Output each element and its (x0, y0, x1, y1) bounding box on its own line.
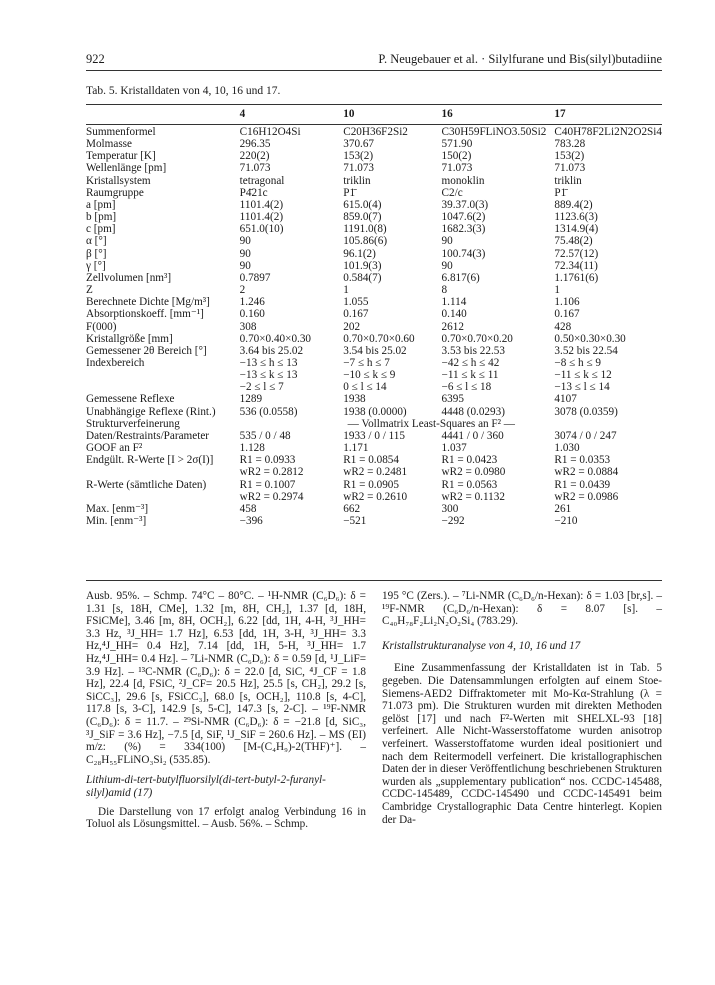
running-title: P. Neugebauer et al. · Silylfurane und Bis(silyl)butadiine (378, 52, 662, 66)
page-number: 922 (86, 52, 105, 66)
row-label: Gemessene Reflexe (86, 393, 175, 406)
table-row (86, 479, 662, 491)
row-label: R-Werte (sämtliche Daten) (86, 478, 207, 491)
table-row (86, 503, 662, 515)
table-row (86, 466, 662, 478)
compound-header: 10 (343, 108, 355, 120)
left-text-column (86, 590, 366, 831)
table-cell: 3.52 bis 22.54 (554, 344, 618, 357)
table-cell: 1.055 (343, 296, 369, 309)
table-row (86, 162, 662, 174)
table-cell: 4107 (554, 393, 577, 406)
table-row (86, 369, 662, 381)
table-cell: R1 = 0.0563 (441, 478, 498, 491)
header-rule (86, 70, 662, 71)
table-cell: monoklin (441, 174, 485, 187)
table-cell: wR2 = 0.2610 (343, 490, 408, 503)
table-cell: 1123.6(3) (554, 211, 598, 224)
row-label: Indexbereich (86, 356, 145, 369)
table-cell: tetragonal (239, 174, 285, 187)
table-cell: 1 (343, 284, 349, 297)
table-cell: −210 (554, 515, 578, 527)
table-cell: −13 ≤ h ≤ 13 (239, 356, 298, 369)
row-label: Summenformel (86, 126, 156, 138)
row-label: b [pm] (86, 211, 117, 224)
row-label: F(000) (86, 320, 117, 333)
table-cell: 90 (239, 259, 251, 272)
table-top-rule (86, 104, 662, 105)
table-cell: 3.54 bis 25.02 (343, 344, 407, 357)
table-cell: R1 = 0.0905 (343, 478, 399, 491)
table-cell: 71.073 (239, 162, 271, 175)
row-label: Daten/Restraints/Parameter (86, 429, 210, 442)
table-cell: 6.817(6) (441, 271, 480, 284)
table-cell: 859.0(7) (343, 211, 382, 224)
table-row (86, 406, 662, 418)
table-cell: 105.86(6) (343, 235, 388, 248)
table-cell: R1 = 0.1007 (239, 478, 296, 491)
table-cell: 536 (0.0558) (239, 405, 298, 418)
table-cell: 153(2) (554, 150, 585, 163)
table-cell: wR2 = 0.0884 (554, 466, 619, 479)
table-cell: wR2 = 0.0980 (441, 466, 506, 479)
row-label (86, 381, 240, 393)
table-cell: 71.073 (441, 162, 473, 175)
table-cell: 662 (343, 502, 361, 515)
row-label: Kristallsystem (86, 174, 151, 187)
table-row (86, 393, 662, 405)
table-cell: 370.67 (343, 138, 375, 151)
row-label: Gemessener 2θ Bereich [°] (86, 344, 207, 357)
row-label: Molmasse (86, 138, 132, 151)
table-cell: 100.74(3) (441, 247, 486, 260)
table-cell: 150(2) (441, 150, 472, 163)
compound-17-title: Lithium-di-tert-butylfluorsilyl(di-tert-butyl-2-furanyl-silyl)amid (17) (86, 774, 326, 799)
table-cell: −7 ≤ h ≤ 7 (343, 356, 390, 369)
row-label (86, 466, 240, 478)
table-row (86, 357, 662, 369)
table-cell: 428 (554, 320, 572, 333)
table-cell: −396 (239, 515, 263, 527)
row-label: Strukturverfeinerung (86, 417, 180, 430)
table-row (86, 126, 662, 138)
row-label: γ [°] (86, 259, 106, 272)
table-row (86, 235, 662, 247)
table-row (86, 150, 662, 162)
section-title: Kristallstrukturanalyse von 4, 10, 16 und 17 (382, 639, 581, 652)
row-label (86, 369, 240, 381)
table-cell: 1.106 (554, 296, 580, 309)
table-cell: 1191.0(8) (343, 223, 387, 236)
table-cell: 220(2) (239, 150, 270, 163)
table-cell: 0 ≤ l ≤ 14 (343, 381, 387, 394)
table-row (86, 442, 662, 454)
continued-paragraph: 195 °C (Zers.). – ⁷Li-NMR (C₆D₆/n-Hexan): δ = 1.03 [br,s]. – ¹⁹F-NMR (C₆D₆/n-Hexan): δ = 8.07 [s]. – C₄₀H₇₈F₂Li₂N₂O₂Si₄ (783.29). (382, 590, 662, 628)
table-cell: 0.70×0.70×0.20 (441, 332, 513, 345)
table-cell: −292 (441, 515, 465, 527)
right-text-column (382, 590, 662, 826)
table-cell: 535 / 0 / 48 (239, 429, 291, 442)
table-row (86, 491, 662, 503)
table-row (86, 418, 662, 430)
table-cell: −11 ≤ k ≤ 11 (441, 369, 499, 382)
table-row (86, 345, 662, 357)
table-cell: 1101.4(2) (239, 211, 284, 224)
table-cell: 615.0(4) (343, 198, 382, 211)
table-row (86, 260, 662, 272)
table-cell: 0.70×0.70×0.60 (343, 332, 415, 345)
table-cell: 1047.6(2) (441, 211, 486, 224)
table-cell: wR2 = 0.2481 (343, 466, 408, 479)
row-label: a [pm] (86, 198, 116, 211)
table-cell: 1.171 (343, 442, 369, 455)
row-label: Temperatur [K] (86, 150, 156, 163)
table-cell: 8 (441, 284, 448, 297)
crystal-data-table (86, 108, 662, 527)
table-cell: 39.37.0(3) (441, 198, 489, 211)
table-row (86, 430, 662, 442)
table-row (86, 138, 662, 150)
page-header (86, 52, 662, 68)
table-cell: wR2 = 0.2812 (239, 466, 304, 479)
table-cell: 1.1761(6) (554, 271, 599, 284)
row-label: Absorptionskoeff. [mm⁻¹] (86, 308, 204, 321)
table-cell: 0.160 (239, 308, 265, 321)
table-cell: 300 (441, 502, 459, 515)
table-row (86, 248, 662, 260)
table-cell: 1.114 (441, 296, 467, 309)
table-bottom-rule (86, 580, 662, 581)
table-cell: 889.4(2) (554, 198, 593, 211)
table-row (86, 381, 662, 393)
table-cell: 1289 (239, 393, 263, 406)
table-cell: 0.50×0.30×0.30 (554, 332, 626, 345)
table-row (86, 223, 662, 235)
table-cell: wR2 = 0.1132 (441, 490, 505, 503)
row-label: Kristallgröße [mm] (86, 332, 173, 345)
nmr-paragraph: Ausb. 95%. – Schmp. 74°C – 80°C. – ¹H-NMR (C₆D₆): δ = 1.31 [s, 18H, CMe], 1.32 [m, 8H, CH₂], 1.37 [d, 18H, FSiCMe], 3.46 [m, 8H, OCH₂], 6.22 [dd, 1H, 4-H, ³J_HH= 3.3 Hz, ³J_HH= 1.7 Hz], 6.53 [dd, 1H, 3-H, ³J_HH= 3.3 Hz,⁴J_HH= 0.4 Hz], 7.14 [dd, 1H, 5-H, ³J_HH= 1.7 Hz,⁴J_HH= 0.4 Hz]. – ⁷Li-NMR (C₆D₆): δ = 0.59 [d, ¹J_LiF= 3.9 Hz]. – ¹³C-NMR (C₆D₆): δ = 22.0 [d, SiC, ⁴J_CF = 1.8 Hz], 22.4 [d, FSiC, ²J_CF= 20.5 Hz], 25.5 [s, CH₂], 29.2 [s, SiCC₃], 29.6 [s, FSiCC₃], 68.0 [s, OCH₂], 110.8 [s, 4-C], 117.8 [s, 3-C], 142.9 [s, 5-C], 147.3 [s, 2-C]. – ¹⁹F-NMR (C₆D₆): δ = 11.7. – ²⁹Si-NMR (C₆D₆): δ = −21.8 [d, SiC₃, ³J_SiF = 3.6 Hz], −7.5 [d, SiF, ¹J_SiF = 260.6 Hz]. – MS (EI) m/z: (%) = 334(100) [M-(C₄H₉)-2(THF)⁺]. – C₂₈H₅₅FLiNO₃Si₂ (535.85). (86, 590, 366, 766)
compound-header: 16 (441, 108, 453, 120)
table-cell: −2 ≤ l ≤ 7 (239, 381, 284, 394)
table-cell: 202 (343, 320, 361, 333)
table-cell: 0.167 (343, 308, 369, 321)
row-label: Raumgruppe (86, 186, 144, 199)
table-cell: 1101.4(2) (239, 198, 284, 211)
table-row (86, 515, 662, 527)
row-label: Wellenlänge [pm] (86, 162, 167, 175)
row-label: c [pm] (86, 223, 116, 236)
table-cell: 1.037 (441, 442, 467, 455)
compound-header: 4 (239, 108, 246, 120)
table-cell: triklin (554, 174, 582, 187)
table-row (86, 333, 662, 345)
row-label: Max. [enm⁻³] (86, 502, 149, 515)
table-cell: −13 ≤ k ≤ 13 (239, 369, 298, 382)
table-cell: 571.90 (441, 138, 473, 151)
crystal-structure-paragraph: Eine Zusammenfassung der Kristalldaten ist in Tab. 5 gegeben. Die Datensammlungen erfolgten auf einem Stoe-Siemens-AED2 Diffraktometer mit Mo-Kα-Strahlung (λ = 71.073 pm). Die Strukturen wurden mit direkten Methoden gelöst [17] und nach F²-Werten mit SHELXL-93 [18] verfeinert. Alle Nicht-Wasserstoffatome wurden anisotrop verfeinert. Wasserstoffatome wurden ideal positioniert und nach dem Reitermodell verfeinert. Die kristallographischen Daten der in dieser Veröffentlichung beschriebenen Strukturen wurden als „supplementary publication“ nos. CCDC-145488, CCDC-145489, CCDC-145490 und CCDC-145491 beim Cambridge Crystallographic Data Centre hinterlegt. Kopien der Da- (382, 662, 662, 826)
table-cell: 90 (441, 235, 453, 248)
table-row (86, 296, 662, 308)
table-cell: 261 (554, 502, 572, 515)
table-cell: 90 (239, 235, 251, 248)
table-cell: 2612 (441, 320, 464, 333)
table-cell: −13 ≤ l ≤ 14 (554, 381, 610, 394)
table-cell: 1.128 (239, 442, 265, 455)
table-cell: 0.70×0.40×0.30 (239, 332, 312, 345)
table-cell: −42 ≤ h ≤ 42 (441, 356, 500, 369)
table-cell: C2/c (441, 186, 463, 199)
table-cell: 3074 / 0 / 247 (554, 429, 617, 442)
table-cell: 1314.9(4) (554, 223, 599, 236)
table-cell: 783.28 (554, 138, 586, 151)
table-cell: 71.073 (343, 162, 375, 175)
table-cell: 72.57(12) (554, 247, 599, 260)
row-label: GOOF an F² (86, 442, 143, 455)
table-row (86, 187, 662, 199)
table-cell: R1 = 0.0353 (554, 454, 611, 467)
table-cell: −6 ≤ l ≤ 18 (441, 381, 492, 394)
table-cell: 75.48(2) (554, 235, 593, 248)
table-cell: 4448 (0.0293) (441, 405, 505, 418)
table-row (86, 308, 662, 320)
table-cell: 6395 (441, 393, 464, 406)
table-cell: 90 (239, 247, 251, 260)
table-cell: 1 (554, 284, 561, 297)
table-cell: 72.34(11) (554, 259, 598, 272)
table-cell: 0.167 (554, 308, 580, 321)
table-cell: P1̄ (554, 186, 567, 199)
table-cell: 0.584(7) (343, 271, 382, 284)
table-cell: 1938 (0.0000) (343, 405, 407, 418)
table-cell: R1 = 0.0439 (554, 478, 611, 491)
row-label: Zellvolumen [nm³] (86, 271, 172, 284)
table-cell: C16H12O4Si (239, 126, 301, 138)
table-cell: −521 (343, 515, 367, 527)
table-cell: P1̄ (343, 186, 356, 199)
row-label (86, 491, 240, 503)
row-label: Z (86, 284, 93, 297)
row-label: Endgült. R-Werte [I > 2σ(I)] (86, 454, 214, 467)
table-cell: wR2 = 0.2974 (239, 490, 304, 503)
compound-17-paragraph: Die Darstellung von 17 erfolgt analog Verbindung 16 in Toluol als Lösungsmittel. – Ausb. 56%. – Schmp. (86, 805, 366, 831)
table-row (86, 321, 662, 333)
table-cell: 0.7897 (239, 271, 271, 284)
row-label: α [°] (86, 235, 107, 248)
table-row (86, 454, 662, 466)
table-cell: 296.35 (239, 138, 271, 151)
table-cell: triklin (343, 174, 371, 187)
table-cell: 1.030 (554, 442, 580, 455)
table-cell: 1682.3(3) (441, 223, 486, 236)
table-cell: 3.64 bis 25.02 (239, 344, 304, 357)
table-cell: −11 ≤ k ≤ 12 (554, 369, 612, 382)
table-cell: −10 ≤ k ≤ 9 (343, 369, 396, 382)
row-label: Berechnete Dichte [Mg/m³] (86, 296, 210, 309)
table-cell: 0.140 (441, 308, 467, 321)
row-label: β [°] (86, 247, 107, 260)
table-cell: 4441 / 0 / 360 (441, 429, 504, 442)
table-cell: R1 = 0.0933 (239, 454, 296, 467)
table-cell: R1 = 0.0423 (441, 454, 498, 467)
table-cell: P4̄21c (239, 186, 268, 199)
table-cell: 101.9(3) (343, 259, 382, 272)
table-cell: 3078 (0.0359) (554, 405, 618, 418)
table-cell: 153(2) (343, 150, 374, 163)
table-cell: C40H78F2Li2N2O2Si4 (554, 126, 662, 138)
table-cell: 3.53 bis 22.53 (441, 344, 505, 357)
row-label: Min. [enm⁻³] (86, 515, 147, 527)
table-cell: 71.073 (554, 162, 586, 175)
table-cell: wR2 = 0.0986 (554, 490, 619, 503)
table-cell: 1933 / 0 / 115 (343, 429, 405, 442)
table-cell: 1.246 (239, 296, 265, 309)
refinement-method: — Vollmatrix Least-Squares an F² — (347, 417, 515, 430)
table-row (86, 199, 662, 211)
table-row (86, 272, 662, 284)
compound-header: 17 (554, 108, 566, 120)
table-cell: 1938 (343, 393, 366, 406)
table-cell: 90 (441, 259, 453, 272)
table-cell: 458 (239, 502, 257, 515)
table-cell: 96.1(2) (343, 247, 376, 260)
table-cell: R1 = 0.0854 (343, 454, 399, 467)
table-cell: C30H59FLiNO3.50Si2 (441, 126, 547, 138)
table-cell: 308 (239, 320, 257, 333)
table-caption: Tab. 5. Kristalldaten von 4, 10, 16 und 17. (86, 85, 281, 97)
table-cell: 651.0(10) (239, 223, 284, 236)
table-row (86, 284, 662, 296)
table-row (86, 211, 662, 223)
table-cell: 2 (239, 284, 246, 297)
table-cell: C20H36F2Si2 (343, 126, 408, 138)
table-header-rule (86, 124, 662, 125)
table-cell: −8 ≤ h ≤ 9 (554, 356, 601, 369)
row-label: Unabhängige Reflexe (Rint.) (86, 405, 216, 418)
table-row (86, 175, 662, 187)
